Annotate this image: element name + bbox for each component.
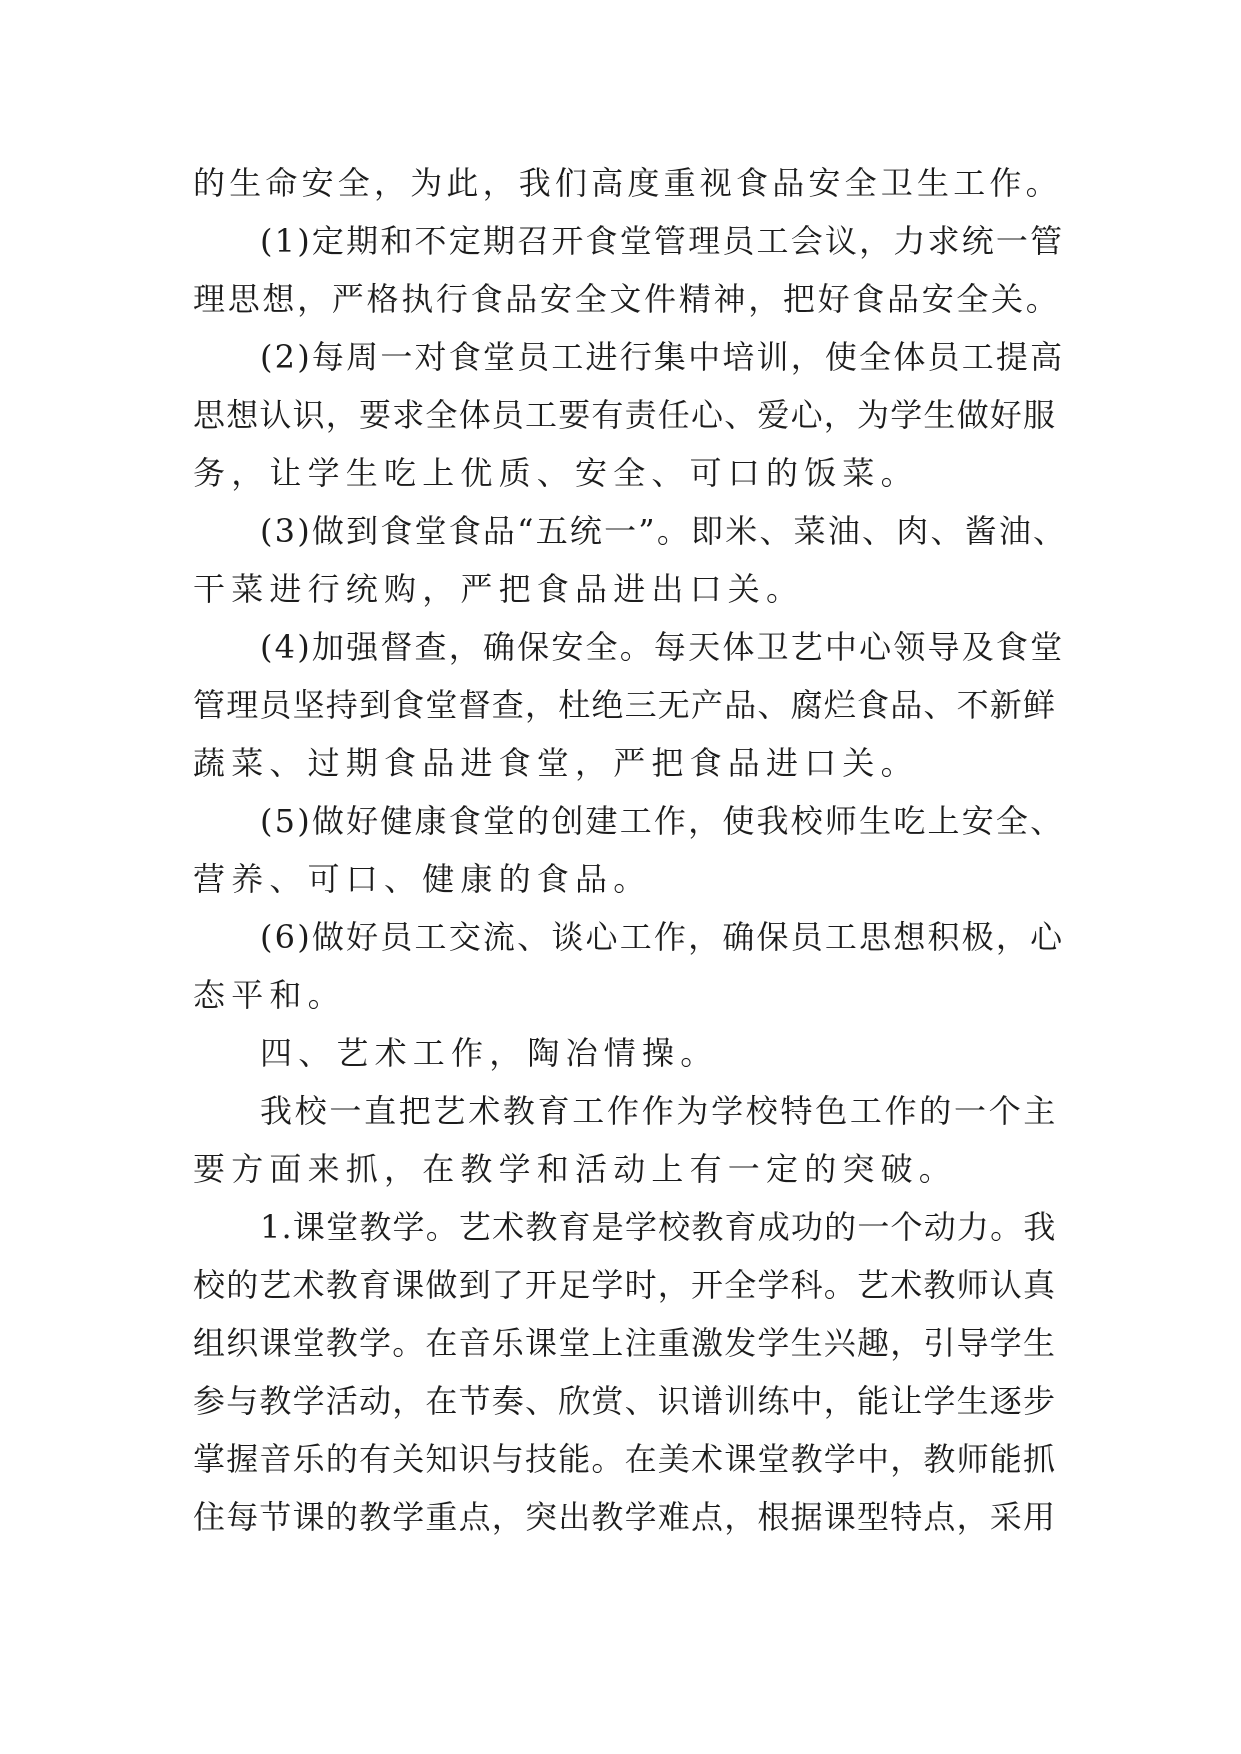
paragraph: [193, 1082, 1059, 1198]
text-line: (1)定期和不定期召开食堂管理员工会议，力求统一管: [260, 222, 1065, 260]
paragraph: [193, 502, 1068, 618]
paragraph: [193, 154, 1062, 212]
paragraph: [193, 1198, 1055, 1546]
text-line: 务，让学生吃上优质、安全、可口的饭菜。: [193, 454, 919, 492]
heading-line: 四、艺术工作，陶冶情操。: [260, 1034, 719, 1072]
document-body: [193, 154, 1068, 1546]
text-line: 校的艺术教育课做到了开足学时，开全学科。艺术教师认真: [193, 1266, 1057, 1304]
text-line: (2)每周一对食堂员工进行集中培训，使全体员工提高: [260, 338, 1065, 376]
section-heading: [193, 1024, 1055, 1082]
paragraph: [193, 792, 1065, 908]
paragraph: [193, 618, 1065, 792]
text-line: (5)做好健康食堂的创建工作，使我校师生吃上安全、: [260, 802, 1065, 840]
text-line: (4)加强督查，确保安全。每天体卫艺中心领导及食堂: [260, 628, 1065, 666]
text-line: 营养、可口、健康的食品。: [193, 860, 652, 898]
text-line: 要方面来抓，在教学和活动上有一定的突破。: [193, 1150, 958, 1188]
paragraph: [193, 908, 1065, 1024]
text-line: 掌握音乐的有关知识与技能。在美术课堂教学中，教师能抓: [193, 1440, 1057, 1478]
text-line: 干菜进行统购，严把食品进出口关。: [193, 570, 805, 608]
text-line: 组织课堂教学。在音乐课堂上注重激发学生兴趣，引导学生: [193, 1324, 1057, 1362]
text-line: 的生命安全，为此，我们高度重视食品安全卫生工作。: [193, 164, 1062, 202]
paragraph: [193, 212, 1065, 328]
text-line: 管理员坚持到食堂督查，杜绝三无产品、腐烂食品、不新鲜: [193, 686, 1057, 724]
text-line: 蔬菜、过期食品进食堂，严把食品进口关。: [193, 744, 919, 782]
text-line: 住每节课的教学重点，突出教学难点，根据课型特点，采用: [193, 1498, 1057, 1536]
text-line: 1.课堂教学。艺术教育是学校教育成功的一个动力。我: [260, 1208, 1057, 1246]
text-line: 态平和。: [193, 976, 346, 1014]
text-line: 我校一直把艺术教育工作作为学校特色工作的一个主: [260, 1092, 1059, 1130]
text-line: (6)做好员工交流、谈心工作，确保员工思想积极，心: [260, 918, 1065, 956]
text-line: 理思想，严格执行食品安全文件精神，把好食品安全关。: [193, 280, 1061, 318]
text-line: (3)做到食堂食品“五统一”。即米、菜油、肉、酱油、: [260, 512, 1068, 550]
text-line: 思想认识，要求全体员工要有责任心、爱心，为学生做好服: [193, 396, 1057, 434]
paragraph: [193, 328, 1065, 502]
text-line: 参与教学活动，在节奏、欣赏、识谱训练中，能让学生逐步: [193, 1382, 1057, 1420]
